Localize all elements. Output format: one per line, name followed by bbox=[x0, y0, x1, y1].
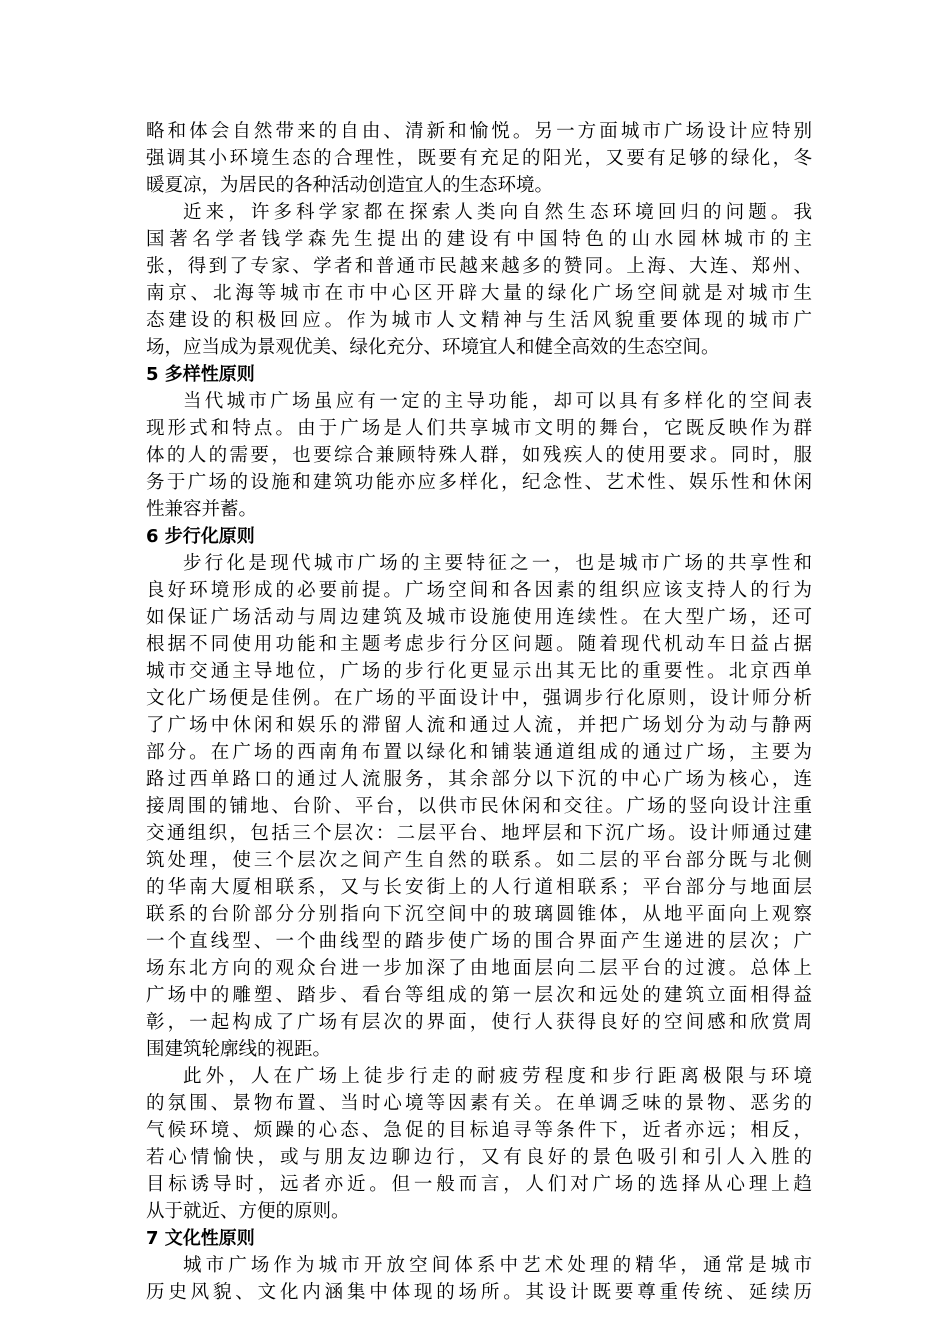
text-line: 务于广场的设施和建筑功能亦应多样化，纪念性、艺术性、娱乐性和休闲 bbox=[146, 472, 812, 493]
text-line: 态建设的积极回应。作为城市人文精神与生活风貌重要体现的城市广 bbox=[146, 310, 812, 331]
text-line: 张，得到了专家、学者和普通市民越来越多的赞同。上海、大连、郑州、 bbox=[146, 256, 812, 277]
text-line: 目标诱导时，远者亦近。但一般而言，人们对广场的选择从心理上趋 bbox=[146, 1174, 812, 1195]
text-line: 如保证广场活动与周边建筑及城市设施使用连续性。在大型广场，还可 bbox=[146, 607, 812, 628]
text-line: 强调其小环境生态的合理性，既要有充足的阳光，又要有足够的绿化，冬 bbox=[146, 148, 812, 169]
text-line: 从于就近、方便的原则。 bbox=[146, 1201, 350, 1222]
text-line: 略和体会自然带来的自由、清新和愉悦。另一方面城市广场设计应特别 bbox=[146, 121, 812, 142]
text-line: 场，应当成为景观优美、绿化充分、环境宜人和健全高效的生态空间。 bbox=[146, 337, 720, 358]
text-line: 当代城市广场虽应有一定的主导功能，却可以具有多样化的空间表 bbox=[183, 391, 812, 412]
text-line: 气候环境、烦躁的心态、急促的目标追寻等条件下，近者亦远；相反， bbox=[146, 1120, 812, 1141]
text-line: 广场中的雕塑、踏步、看台等组成的第一层次和远处的建筑立面相得益 bbox=[146, 985, 812, 1006]
text-line: 历史风貌、文化内涵集中体现的场所。其设计既要尊重传统、延续历 bbox=[146, 1282, 812, 1303]
text-line: 的华南大厦相联系，又与长安街上的人行道相联系；平台部分与地面层 bbox=[146, 877, 812, 898]
text-line: 路过西单路口的通过人流服务，其余部分以下沉的中心广场为核心，连 bbox=[146, 769, 812, 790]
text-line: 筑处理，使三个层次之间产生自然的联系。如二层的平台部分既与北侧 bbox=[146, 850, 812, 871]
text-line: 部分。在广场的西南角布置以绿化和铺装通道组成的通过广场，主要为 bbox=[146, 742, 812, 763]
section-heading: 7 文化性原则 bbox=[146, 1228, 255, 1249]
text-line: 城市广场作为城市开放空间体系中艺术处理的精华，通常是城市 bbox=[183, 1255, 812, 1276]
text-line: 此外，人在广场上徒步行走的耐疲劳程度和步行距离极限与环境 bbox=[183, 1066, 812, 1087]
text-line: 城市交通主导地位，广场的步行化更显示出其无比的重要性。北京西单 bbox=[146, 661, 812, 682]
text-line: 的氛围、景物布置、当时心境等因素有关。在单调乏味的景物、恶劣的 bbox=[146, 1093, 812, 1114]
text-line: 性兼容并蓄。 bbox=[146, 499, 258, 520]
section-heading: 6 步行化原则 bbox=[146, 526, 255, 547]
text-line: 一个直线型、一个曲线型的踏步使广场的围合界面产生递进的层次；广 bbox=[146, 931, 812, 952]
text-line: 步行化是现代城市广场的主要特征之一，也是城市广场的共享性和 bbox=[183, 553, 812, 574]
text-line: 良好环境形成的必要前提。广场空间和各因素的组织应该支持人的行为 bbox=[146, 580, 812, 601]
text-line: 交通组织，包括三个层次：二层平台、地坪层和下沉广场。设计师通过建 bbox=[146, 823, 812, 844]
section-heading: 5 多样性原则 bbox=[146, 364, 255, 385]
text-line: 彰，一起构成了广场有层次的界面，使行人获得良好的空间感和欣赏周 bbox=[146, 1012, 812, 1033]
document-page bbox=[146, 118, 812, 1306]
text-line: 根据不同使用功能和主题考虑步行分区问题。随着现代机动车日益占据 bbox=[146, 634, 812, 655]
text-line: 近来，许多科学家都在探索人类向自然生态环境回归的问题。我 bbox=[183, 202, 812, 223]
text-line: 围建筑轮廓线的视距。 bbox=[146, 1039, 332, 1060]
text-line: 场东北方向的观众台进一步加深了由地面层向二层平台的过渡。总体上 bbox=[146, 958, 812, 979]
text-line: 南京、北海等城市在市中心区开辟大量的绿化广场空间就是对城市生 bbox=[146, 283, 812, 304]
text-line: 体的人的需要，也要综合兼顾特殊人群，如残疾人的使用要求。同时，服 bbox=[146, 445, 812, 466]
text-line: 文化广场便是佳例。在广场的平面设计中，强调步行化原则，设计师分析 bbox=[146, 688, 812, 709]
text-line: 国著名学者钱学森先生提出的建设有中国特色的山水园林城市的主 bbox=[146, 229, 812, 250]
text-line: 现形式和特点。由于广场是人们共享城市文明的舞台，它既反映作为群 bbox=[146, 418, 812, 439]
text-line: 暖夏凉，为居民的各种活动创造宜人的生态环境。 bbox=[146, 175, 554, 196]
text-line: 若心情愉快，或与朋友边聊边行，又有良好的景色吸引和引人入胜的 bbox=[146, 1147, 812, 1168]
text-line: 联系的台阶部分分别指向下沉空间中的玻璃圆锥体，从地平面向上观察 bbox=[146, 904, 812, 925]
text-line: 了广场中休闲和娱乐的滞留人流和通过人流，并把广场划分为动与静两 bbox=[146, 715, 812, 736]
text-line: 接周围的铺地、台阶、平台，以供市民休闲和交往。广场的竖向设计注重 bbox=[146, 796, 812, 817]
